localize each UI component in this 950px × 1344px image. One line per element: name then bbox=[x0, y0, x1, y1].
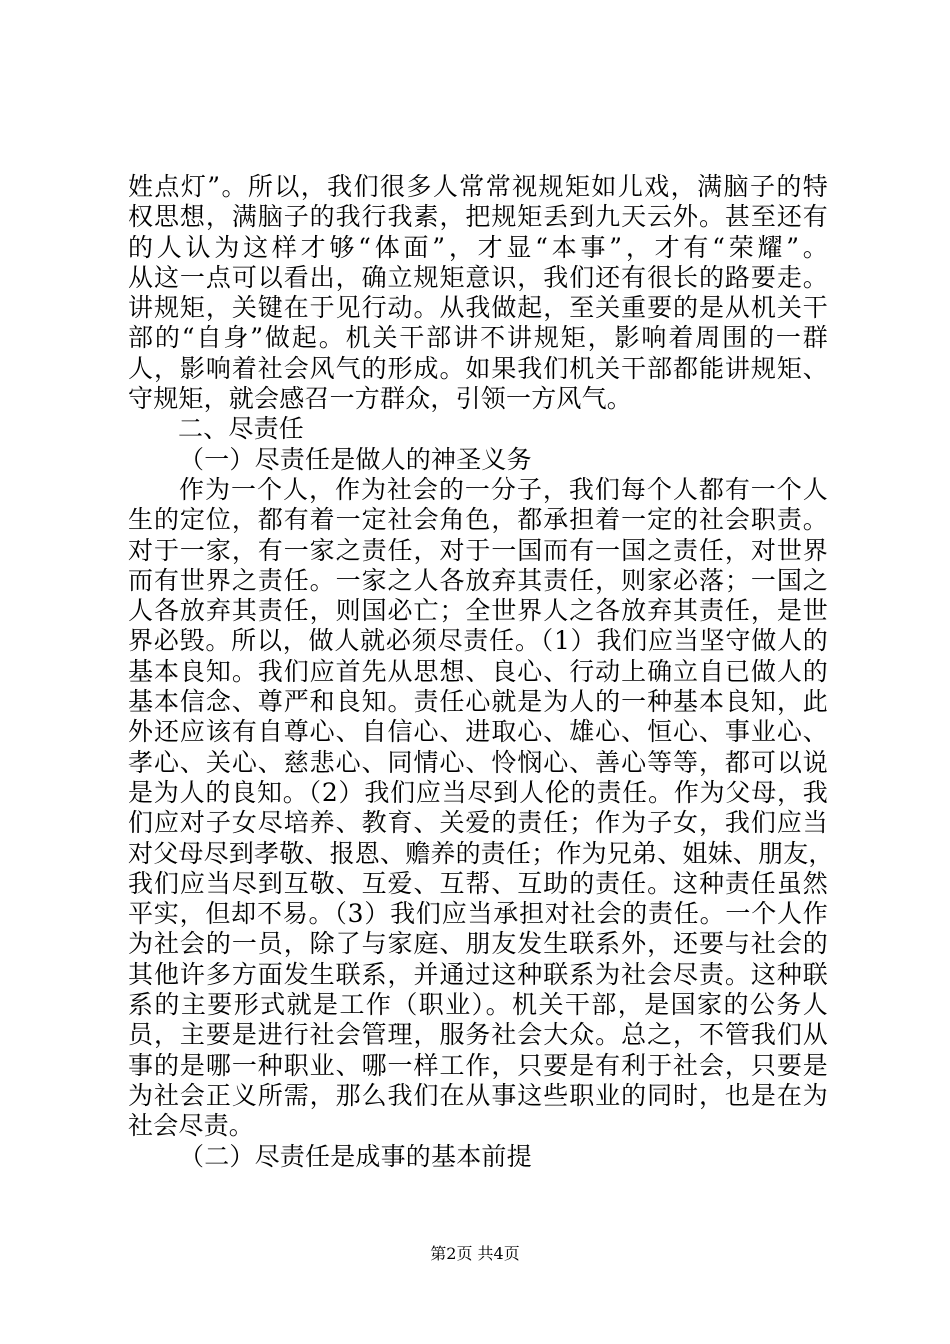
text-line: 为社会正义所需，那么我们在从事这些职业的同时，也是在为 bbox=[128, 1080, 828, 1110]
text-line: 对于一家，有一家之责任，对于一国而有一国之责任，对世界 bbox=[128, 535, 828, 565]
text-line: 权思想，满脑子的我行我素，把规矩丢到九天云外。甚至还有 bbox=[128, 202, 828, 232]
text-line: 事的是哪一种职业、哪一样工作，只要是有利于社会，只要是 bbox=[128, 1050, 828, 1080]
text-line: 外还应该有自尊心、自信心、进取心、雄心、恒心、事业心、 bbox=[128, 717, 828, 747]
text-line: 其他许多方面发生联系，并通过这种联系为社会尽责。这种联 bbox=[128, 959, 828, 989]
text-line: 是为人的良知。（2）我们应当尽到人伦的责任。作为父母，我 bbox=[128, 777, 828, 807]
text-line: 系的主要形式就是工作（职业）。机关干部，是国家的公务人 bbox=[128, 990, 828, 1020]
text-line: 孝心、关心、慈悲心、同情心、怜悯心、善心等等，都可以说 bbox=[128, 747, 828, 777]
text-line: 部的“自身”做起。机关干部讲不讲规矩，影响着周围的一群 bbox=[128, 323, 828, 353]
text-line: 基本良知。我们应首先从思想、良心、行动上确立自已做人的 bbox=[128, 656, 828, 686]
text-line: 而有世界之责任。一家之人各放弃其责任，则家必落；一国之 bbox=[128, 565, 828, 595]
text-line: 守规矩，就会感召一方群众，引领一方风气。 bbox=[128, 384, 633, 414]
document-body bbox=[128, 172, 834, 1172]
text-line: 平实，但却不易。（3）我们应当承担对社会的责任。一个人作 bbox=[128, 899, 828, 929]
text-line: 们应对子女尽培养、教育、关爱的责任；作为子女，我们应当 bbox=[128, 808, 828, 838]
text-line: 姓点灯”。所以，我们很多人常常视规矩如儿戏，满脑子的特 bbox=[128, 172, 828, 201]
text-line: 讲规矩，关键在于见行动。从我做起，至关重要的是从机关干 bbox=[128, 293, 828, 323]
text-line: 界必毁。所以，做人就必须尽责任。（1）我们应当坚守做人的 bbox=[128, 626, 828, 656]
text-line: 生的定位，都有着一定社会角色，都承担着一定的社会职责。 bbox=[128, 505, 828, 535]
text-line: 的人认为这样才够“体面”，才显“本事”，才有“荣耀”。 bbox=[128, 232, 828, 262]
page-number-footer: 第2页 共4页 bbox=[430, 1244, 520, 1263]
subsection-heading: （一）尽责任是做人的神圣义务 bbox=[179, 444, 532, 474]
text-line: 我们应当尽到互敬、互爱、互帮、互助的责任。这种责任虽然 bbox=[128, 868, 828, 898]
text-line: 人各放弃其责任，则国必亡；全世界人之各放弃其责任，是世 bbox=[128, 596, 828, 626]
text-line: 对父母尽到孝敬、报恩、赡养的责任；作为兄弟、姐妹、朋友， bbox=[128, 838, 834, 868]
text-line: 人，影响着社会风气的形成。如果我们机关干部都能讲规矩、 bbox=[128, 353, 828, 383]
section-heading: 二、尽责任 bbox=[178, 414, 305, 444]
text-line: 员，主要是进行社会管理，服务社会大众。总之，不管我们从 bbox=[128, 1020, 828, 1050]
text-line: 作为一个人，作为社会的一分子，我们每个人都有一个人 bbox=[179, 474, 828, 504]
text-line: 社会尽责。 bbox=[128, 1111, 255, 1141]
text-line: 为社会的一员，除了与家庭、朋友发生联系外，还要与社会的 bbox=[128, 929, 828, 959]
text-line: 从这一点可以看出，确立规矩意识，我们还有很长的路要走。 bbox=[128, 262, 828, 292]
subsection-heading: （二）尽责任是成事的基本前提 bbox=[179, 1141, 532, 1171]
text-line: 基本信念、尊严和良知。责任心就是为人的一种基本良知，此 bbox=[128, 687, 828, 717]
